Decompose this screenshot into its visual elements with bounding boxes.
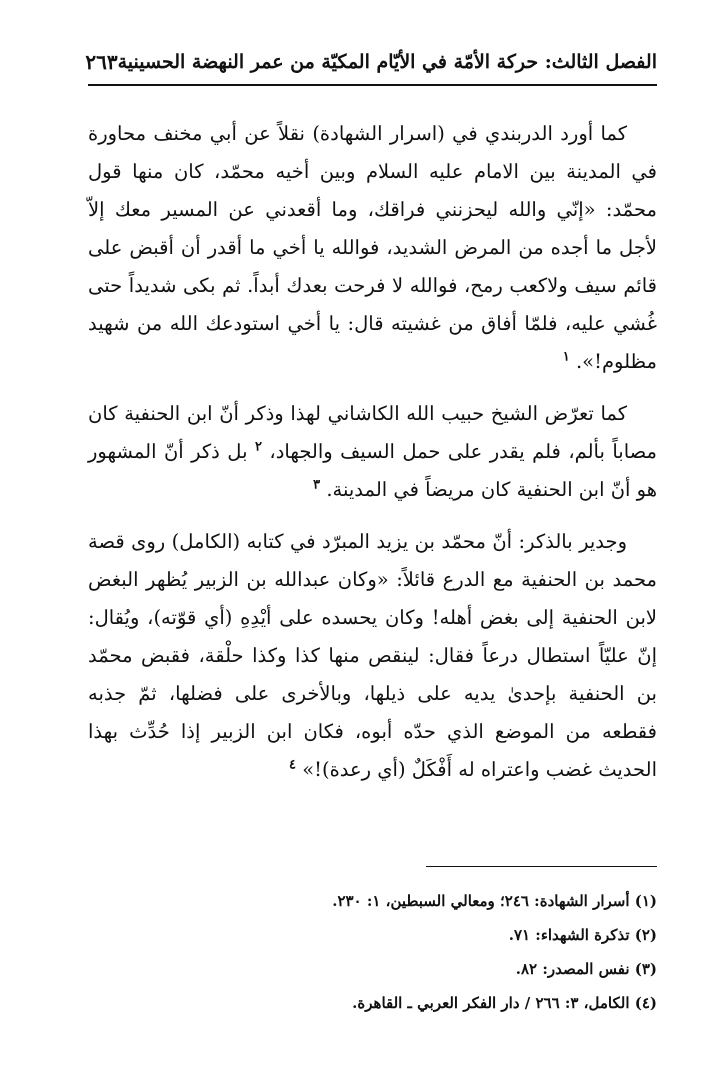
- footnote-divider: [426, 866, 657, 867]
- footnote-1: (١) أسرار الشهادة: ٢٤٦؛ ومعالي السبطين، ١: ٢٣٠.: [332, 892, 657, 910]
- paragraph-2-text-b: بل ذكر أنّ المشهور هو أنّ ابن الحنفية كان مريضاً في المدينة.: [88, 440, 657, 501]
- paragraph-1: [88, 115, 657, 381]
- page-number: ٢٦٣: [85, 50, 118, 74]
- footnote-2: (٢) تذكرة الشهداء: ٧١.: [508, 926, 657, 944]
- paragraph-2: [88, 395, 657, 509]
- paragraph-3: [88, 523, 657, 789]
- chapter-label: الفصل الثالث:: [544, 51, 657, 73]
- main-text: [88, 115, 657, 803]
- header-divider: [88, 84, 657, 86]
- footnote-ref-2: ٢: [254, 439, 262, 455]
- footnote-3: (٣) نفس المصدر: ٨٢.: [515, 960, 657, 978]
- footnotes: [88, 884, 657, 1020]
- footnote-ref-4: ٤: [289, 757, 296, 773]
- footnote-ref-3: ٣: [313, 477, 321, 493]
- footnote-4: (٤) الكامل، ٣: ٢٦٦ / دار الفكر العربي ـ القاهرة.: [352, 994, 657, 1012]
- running-title: [118, 51, 657, 73]
- running-header: [85, 42, 657, 82]
- paragraph-3-text: وجدير بالذكر: أنّ محمّد بن يزيد المبرّد في كتابه (الكامل) روى قصة محمد بن الحنفية مع الدرع قائلاً: «وكان عبدالله بن الزبير يُظهر البغض لابن الحنفية إلى بغض أهله! وكان يحسده على أيْدِهِ (أي قوّته)، ويُقال: إنّ عليّاً استطال درعاً فقال: لينقص منها كذا وكذا حلْقة، فقبض محمّد بن الحنفية بإحدىٰ يديه على ذيلها، وبالأخرى على فضلها، ثمّ جذبه فقطعه من الموضع الذي حدّه أبوه، فكان ابن الزبير إذا حُدِّث بهذا الحديث غضب واعتراه له أَفْكَلٌ (أي رعدة)!»: [88, 530, 657, 781]
- paragraph-1-text: كما أورد الدربندي في (اسرار الشهادة) نقلاً عن أبي مخنف محاورة في المدينة بين الامام عليه السلام وبين أخيه محمّد، كان منها قول محمّد: «إنّي والله ليحزنني فراقك، وما أقعدني عن المسير معك إلاّ لأجل ما أجده من المرض الشديد، فوالله يا أخي ما أقدر أن أقبض على قائم سيف ولاكعب رمح، فوالله لا فرحت بعدك أبداً. ثم بكى شديداً حتى غُشي عليه، فلمّا أفاق من غشيته قال: يا أخي استودعك الله من شهيد مظلوم!».: [88, 122, 657, 373]
- paragraph-2-text-a: كما تعرّض الشيخ حبيب الله الكاشاني لهذا وذكر أنّ ابن الحنفية كان مصاباً بألم، فلم يقدر على حمل السيف والجهاد،: [88, 402, 658, 463]
- chapter-title: حركة الأمّة في الأيّام المكيّة من عمر النهضة الحسينية: [117, 51, 539, 73]
- footnote-ref-1: ١: [562, 349, 570, 365]
